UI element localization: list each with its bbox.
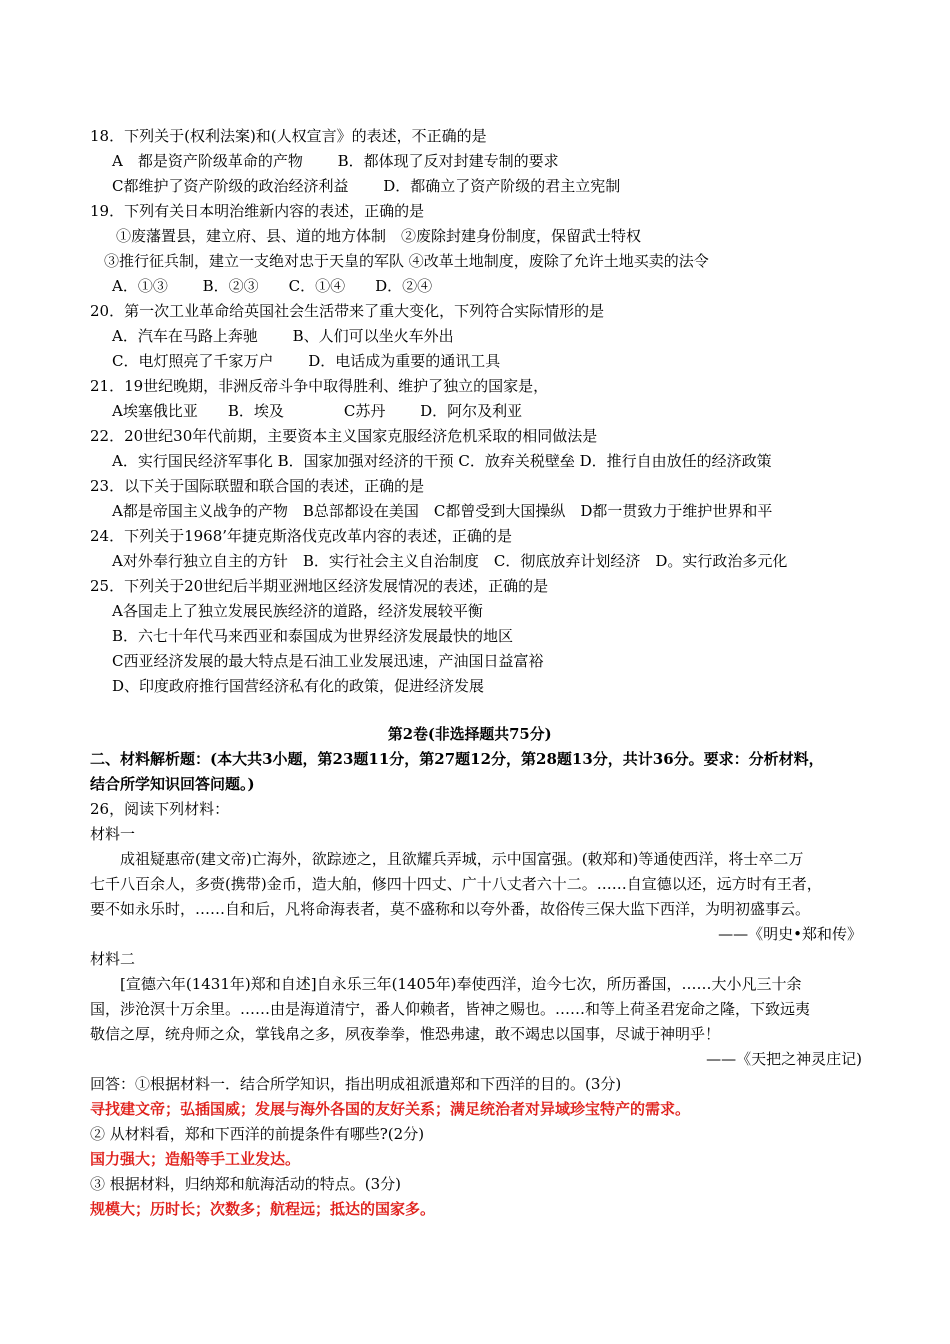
q23-options: A都是帝国主义战争的产物 B总部都设在美国 C都曾受到大国操纵 D都一贯致力于维护世界和平 <box>112 502 773 520</box>
q21-options: A埃塞俄比亚 B．埃及 C苏丹 D．阿尔及利亚 <box>112 402 523 420</box>
q24-stem: 24．下列关于1968’年捷克斯洛伐克改革内容的表述，正确的是 <box>90 527 513 545</box>
answer-3: 规模大；历时长；次数多；航程远；抵达的国家多。 <box>90 1200 436 1218</box>
material1-text-3: 要不如永乐时，……自和后，凡将命海表者，莫不盛称和以夸外番，故俗传三保大监下西洋，为明初盛事云。 <box>90 900 811 918</box>
material2-label: 材料二 <box>90 950 136 968</box>
q19-options: A．①③ B．②③ C．①④ D．②④ <box>112 277 433 295</box>
q19-stem: 19．下列有关日本明治维新内容的表述，正确的是 <box>90 202 425 220</box>
material1-text-2: 七千八百余人，多赍(携带)金币，造大舶，修四十四丈、广十八丈者六十二。……自宣德以还，远方时有王者， <box>90 875 822 893</box>
q25-option-b: B．六七十年代马来西亚和泰国成为世界经济发展最快的地区 <box>112 627 514 645</box>
q20-options-1: A．汽车在马路上奔驰 B、人们可以坐火车外出 <box>112 327 454 345</box>
material2-text-1: [宣德六年(1431年)郑和自述]自永乐三年(1405年)奉使西洋，迨今七次，所历番国，……大小凡三十余 <box>120 975 802 993</box>
answer-1: 寻找建文帝；弘插国威；发展与海外各国的友好关系；满足统治者对异域珍宝特产的需求。 <box>90 1100 691 1118</box>
material1-text-1: 成祖疑惠帝(建文帝)亡海外，欲踪迹之，且欲耀兵弄城，示中国富强。(敕郑和)等通使西洋，将士卒二万 <box>120 850 804 868</box>
q22-stem: 22．20世纪30年代前期，主要资本主义国家克服经济危机采取的相同做法是 <box>90 427 598 445</box>
q18-options-2: C都维护了资产阶级的政治经济利益 D．都确立了资产阶级的君主立宪制 <box>112 177 621 195</box>
question-3: ③ 根据材料，归纳郑和航海活动的特点。(3分) <box>90 1175 402 1193</box>
q25-option-a: A各国走上了独立发展民族经济的道路，经济发展较平衡 <box>112 602 483 620</box>
section2-heading: 二、材料解析题：(本大共3小题，第23题11分，第27题12分，第28题13分，共计36分。要求：分析材料， <box>90 750 824 768</box>
answer-2: 国力强大；造船等手工业发达。 <box>90 1150 301 1168</box>
material2-text-3: 敬信之厚，统舟师之众，掌钱帛之多，夙夜拳拳，惟恐弗逮，敢不竭忠以国事，尽诚于神明乎！ <box>90 1025 721 1043</box>
q20-stem: 20．第一次工业革命给英国社会生活带来了重大变化，下列符合实际情形的是 <box>90 302 605 320</box>
material1-source: ——《明史•郑和传》 <box>718 925 862 943</box>
q25-stem: 25．下列关于20世纪后半期亚洲地区经济发展情况的表述，正确的是 <box>90 577 549 595</box>
question-2: ② 从材料看，郑和下西洋的前提条件有哪些?(2分) <box>90 1125 425 1143</box>
q25-option-d: D、印度政府推行国营经济私有化的政策，促进经济发展 <box>112 677 485 695</box>
q21-stem: 21．19世纪晚期，非洲反帝斗争中取得胜利、维护了独立的国家是， <box>90 377 549 395</box>
q20-options-2: C．电灯照亮了千家万户 D．电话成为重要的通讯工具 <box>112 352 501 370</box>
material2-text-2: 国，涉沧溟十万余里。……由是海道清宁，番人仰赖者，皆神之赐也。……和等上荷圣君宠命之隆，下致远夷 <box>90 1000 811 1018</box>
part2-title: 第2卷(非选择题共75分) <box>387 725 552 743</box>
q23-stem: 23．以下关于国际联盟和联合国的表述，正确的是 <box>90 477 425 495</box>
q19-items-2: ③推行征兵制，建立一支绝对忠于天皇的军队 ④改革土地制度，废除了允许土地买卖的法令 <box>104 252 709 270</box>
material1-label: 材料一 <box>90 825 136 843</box>
q24-options: A对外奉行独立自主的方针 B．实行社会主义自治制度 C．彻底放弃计划经济 D。实行政治多元化 <box>112 552 788 570</box>
q18-stem: 18．下列关于(权利法案)和(人权宣言》的表述，不正确的是 <box>90 127 487 145</box>
q18-options-1: A 都是资产阶级革命的产物 B．都体现了反对封建专制的要求 <box>112 152 559 170</box>
q26-stem: 26，阅读下列材料： <box>90 800 230 818</box>
material2-source: ——《天把之神灵庄记) <box>706 1050 862 1068</box>
q22-options: A．实行国民经济军事化 B．国家加强对经济的干预 C．放弃关税壁垒 D．推行自由放任的经济政策 <box>112 452 772 470</box>
question-1: 回答：①根据材料一．结合所学知识，指出明成祖派遣郑和下西洋的目的。(3分) <box>90 1075 622 1093</box>
section2-heading-cont: 结合所学知识回答问题。) <box>90 775 255 793</box>
q25-option-c: C西亚经济发展的最大特点是石油工业发展迅速，产油国日益富裕 <box>112 652 544 670</box>
q19-items-1: ①废藩置县，建立府、县、道的地方体制 ②废除封建身份制度，保留武士特权 <box>116 227 642 245</box>
